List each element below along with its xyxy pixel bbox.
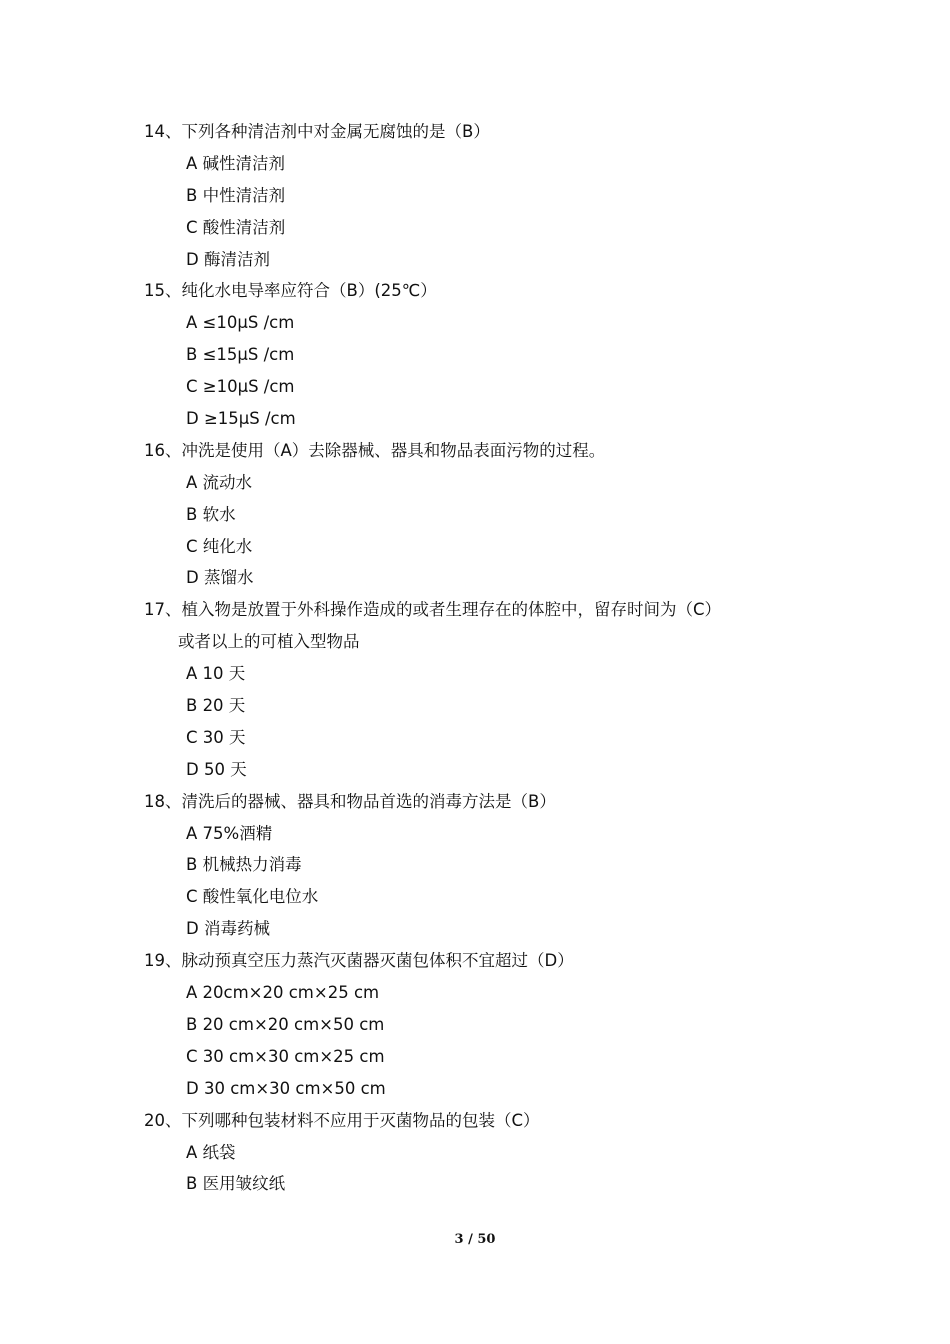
option-18-c: C 酸性氧化电位水 bbox=[186, 887, 319, 907]
option-16-b: B 软水 bbox=[186, 504, 236, 524]
option-15-d: D ≥15μS /cm bbox=[186, 409, 296, 429]
page-number: 3 / 50 bbox=[454, 1232, 496, 1247]
option-17-b: B 20 天 bbox=[186, 696, 246, 716]
option-16-d: D 蒸馏水 bbox=[186, 568, 254, 588]
option-16-a: A 流动水 bbox=[186, 472, 253, 492]
question-stem-14: 14、下列各种清洁剂中对金属无腐蚀的是（B） bbox=[144, 122, 490, 141]
question-list bbox=[144, 116, 844, 1200]
option-14-b: B 中性清洁剂 bbox=[186, 185, 286, 205]
option-14-d: D 酶清洁剂 bbox=[186, 249, 270, 269]
option-18-d: D 消毒药械 bbox=[186, 919, 270, 939]
option-19-d: D 30 cm×30 cm×50 cm bbox=[186, 1078, 386, 1098]
option-15-b: B ≤15μS /cm bbox=[186, 345, 295, 365]
option-16-c: C 纯化水 bbox=[186, 536, 253, 556]
option-17-c: C 30 天 bbox=[186, 727, 246, 747]
question-stem-18: 18、清洗后的器械、器具和物品首选的消毒方法是（B） bbox=[144, 791, 556, 811]
option-17-a: A 10 天 bbox=[186, 664, 246, 684]
option-18-a: A 75%酒精 bbox=[186, 823, 273, 843]
option-19-b: B 20 cm×20 cm×50 cm bbox=[186, 1014, 385, 1034]
question-stem-19: 19、脉动预真空压力蒸汽灭菌器灭菌包体积不宜超过（D） bbox=[144, 951, 574, 971]
option-19-c: C 30 cm×30 cm×25 cm bbox=[186, 1046, 385, 1066]
option-15-a: A ≤10μS /cm bbox=[186, 313, 295, 333]
option-19-a: A 20cm×20 cm×25 cm bbox=[186, 983, 380, 1003]
question-stem-17: 17、植入物是放置于外科操作造成的或者生理存在的体腔中，留存时间为（C） bbox=[144, 600, 722, 620]
option-20-a: A 纸袋 bbox=[186, 1142, 236, 1162]
option-20-b: B 医用皱纹纸 bbox=[186, 1174, 286, 1194]
question-stem-20: 20、下列哪种包装材料不应用于灭菌物品的包装（C） bbox=[144, 1110, 540, 1130]
option-14-c: C 酸性清洁剂 bbox=[186, 217, 286, 237]
option-18-b: B 机械热力消毒 bbox=[186, 855, 302, 875]
question-stem-15: 15、纯化水电导率应符合（B）(25℃） bbox=[144, 281, 437, 301]
option-14-a: A 碱性清洁剂 bbox=[186, 153, 286, 173]
option-17-d: D 50 天 bbox=[186, 759, 247, 779]
option-15-c: C ≥10μS /cm bbox=[186, 377, 295, 397]
question-stem-16: 16、冲洗是使用（A）去除器械、器具和物品表面污物的过程。 bbox=[144, 440, 606, 460]
question-stem-17-continued: 或者以上的可植入型物品 bbox=[178, 632, 360, 652]
